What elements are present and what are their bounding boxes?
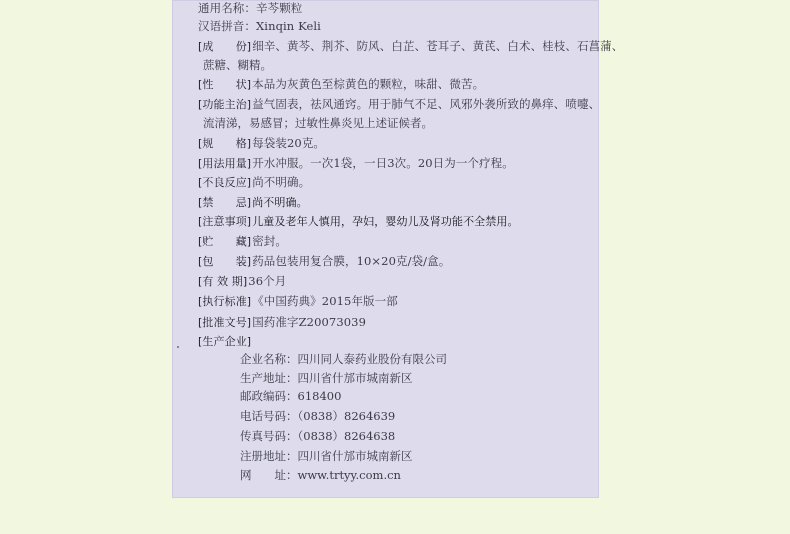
manufacturer-label: [生产企业] bbox=[198, 335, 252, 348]
package-label: [包 装] bbox=[198, 255, 252, 268]
company-postcode: 邮政编码：618400 bbox=[240, 389, 342, 403]
approval-value: 国药准字Z20073039 bbox=[252, 315, 367, 329]
drug-leaflet bbox=[172, 0, 624, 498]
standard-label: [执行标准] bbox=[198, 295, 252, 308]
contraindications-value: 尚不明确。 bbox=[252, 196, 308, 209]
package-row bbox=[198, 253, 591, 270]
indications-label: [功能主治] bbox=[198, 98, 252, 111]
stray-dot bbox=[177, 346, 179, 348]
ingredients-continued: 蔗糖、糊精。 bbox=[203, 58, 272, 72]
ingredients-label: [成 份] bbox=[198, 40, 252, 53]
validity-row bbox=[198, 273, 591, 290]
indications-row bbox=[198, 96, 601, 113]
storage-value: 密封。 bbox=[252, 234, 287, 248]
precautions-row bbox=[198, 213, 591, 230]
validity-label: [有 效 期] bbox=[198, 275, 248, 288]
ingredients-row bbox=[198, 38, 624, 55]
adverse-label: [不良反应] bbox=[198, 176, 252, 189]
appearance-value: 本品为灰黄色至棕黄色的颗粒，味甜、微苦。 bbox=[252, 77, 485, 91]
contraindications-row bbox=[198, 194, 591, 211]
validity-value: 36个月 bbox=[248, 274, 287, 288]
ingredients-value: 细辛、黄芩、荆芥、防风、白芷、苍耳子、黄芪、白术、桂枝、石菖蒲、 bbox=[252, 39, 624, 53]
precautions-label: [注意事项] bbox=[198, 215, 252, 228]
appearance-row bbox=[198, 76, 591, 93]
specification-row bbox=[198, 135, 591, 152]
storage-label: [贮 藏] bbox=[198, 235, 252, 248]
company-name: 企业名称：四川同人泰药业股份有限公司 bbox=[240, 352, 447, 366]
generic-name: 通用名称：辛芩颗粒 bbox=[198, 1, 303, 15]
indications-continued: 流清涕，易感冒；过敏性鼻炎见上述证候者。 bbox=[203, 116, 433, 130]
specification-label: [规 格] bbox=[198, 137, 252, 150]
approval-row bbox=[198, 314, 591, 331]
precautions-value: 儿童及老年人慎用，孕妇，婴幼儿及肾功能不全禁用。 bbox=[252, 215, 519, 228]
company-website: 网 址：www.trtyy.com.cn bbox=[240, 468, 401, 482]
adverse-row bbox=[198, 174, 591, 191]
company-address: 生产地址：四川省什邡市城南新区 bbox=[240, 371, 413, 385]
indications-value: 益气固表，祛风通窍。用于肺气不足、风邪外袭所致的鼻痒、喷嚏、 bbox=[252, 97, 601, 111]
dosage-value: 开水冲服。一次1袋，一日3次。20日为一个疗程。 bbox=[252, 156, 514, 170]
standard-row bbox=[198, 293, 591, 310]
adverse-value: 尚不明确。 bbox=[252, 175, 311, 189]
contraindications-label: [禁 忌] bbox=[198, 196, 252, 209]
pinyin-name: 汉语拼音：Xinqin Keli bbox=[198, 19, 321, 33]
approval-label: [批准文号] bbox=[198, 316, 252, 329]
storage-row bbox=[198, 233, 591, 250]
package-value: 药品包装用复合膜，10×20克/袋/盒。 bbox=[252, 254, 451, 268]
specification-value: 每袋装20克。 bbox=[252, 136, 326, 150]
company-fax: 传真号码：（0838）8264638 bbox=[240, 429, 396, 443]
company-phone: 电话号码：（0838）8264639 bbox=[240, 409, 396, 423]
manufacturer-row bbox=[198, 333, 591, 350]
appearance-label: [性 状] bbox=[198, 78, 252, 91]
company-registered-address: 注册地址：四川省什邡市城南新区 bbox=[240, 449, 413, 463]
dosage-label: [用法用量] bbox=[198, 157, 252, 170]
standard-value: 《中国药典》2015年版一部 bbox=[252, 294, 398, 308]
dosage-row bbox=[198, 155, 591, 172]
